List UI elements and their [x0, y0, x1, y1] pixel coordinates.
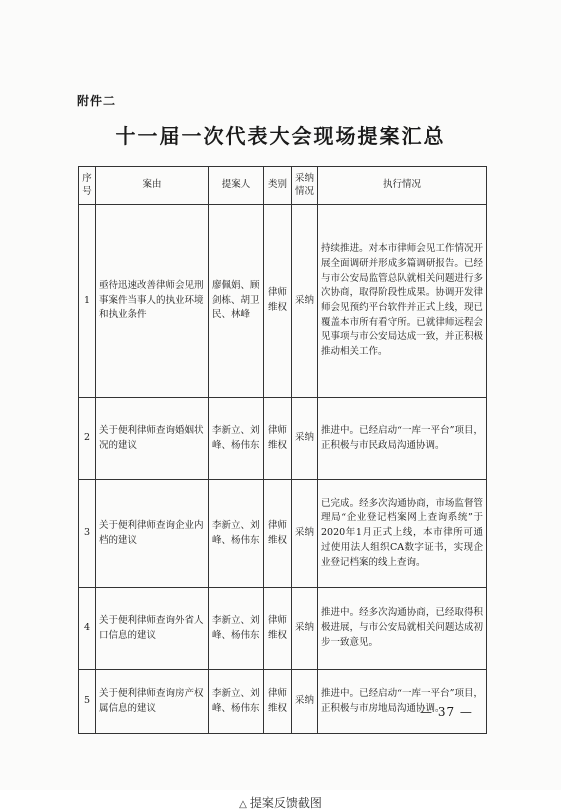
table-row	[79, 588, 487, 670]
row-proposer: 廖佩娟、顾剑栋、胡卫民、林峰	[209, 205, 264, 398]
row-reason: 关于便利律师查询外省人口信息的建议	[96, 588, 209, 670]
row-adopt: 采纳	[292, 398, 318, 480]
row-category: 律师维权	[264, 480, 292, 588]
row-adopt: 采纳	[292, 205, 318, 398]
table-row	[79, 398, 487, 480]
row-category: 律师维权	[264, 398, 292, 480]
row-adopt: 采纳	[292, 480, 318, 588]
row-reason: 亟待迅速改善律师会见刑事案件当事人的执业环境和执业条件	[96, 205, 209, 398]
row-exec: 已完成。经多次沟通协商，市场监督管理局“企业登记档案网上查询系统”于2020年1月正式上线，本市律所可通过使用法人组织CA数字证书，实现企业登记档案的线上查询。	[318, 480, 487, 588]
row-no: 4	[79, 588, 96, 670]
row-proposer: 李新立、刘峰、杨伟东	[209, 588, 264, 670]
warning-icon: △	[239, 799, 247, 810]
row-reason: 关于便利律师查询企业内档的建议	[96, 480, 209, 588]
row-adopt: 采纳	[292, 670, 318, 734]
row-proposer: 李新立、刘峰、杨伟东	[209, 670, 264, 734]
row-category: 律师维权	[264, 588, 292, 670]
page-number: — 37 —	[420, 705, 473, 719]
row-proposer: 李新立、刘峰、杨伟东	[209, 398, 264, 480]
document-title: 十一届一次代表大会现场提案汇总	[115, 124, 446, 148]
header-exec: 执行情况	[318, 167, 487, 205]
table-row	[79, 205, 487, 398]
row-proposer: 李新立、刘峰、杨伟东	[209, 480, 264, 588]
caption	[0, 794, 561, 811]
header-proposer: 提案人	[209, 167, 264, 205]
row-reason: 关于便利律师查询婚姻状况的建议	[96, 398, 209, 480]
row-no: 2	[79, 398, 96, 480]
table-header-row	[79, 167, 487, 205]
header-adopt: 采纳情况	[292, 167, 318, 205]
row-no: 3	[79, 480, 96, 588]
row-exec: 推进中。已经启动“一库一平台”项目，正积极与市房地局沟通协调。	[318, 670, 487, 734]
caption-label: 提案反馈截图	[249, 796, 322, 810]
header-reason: 案由	[96, 167, 209, 205]
proposals-table	[78, 166, 487, 734]
row-category: 律师维权	[264, 205, 292, 398]
row-no: 1	[79, 205, 96, 398]
attachment-label: 附件二	[77, 94, 117, 108]
row-adopt: 采纳	[292, 588, 318, 670]
table-row	[79, 480, 487, 588]
row-exec: 推进中。已经启动“一库一平台”项目，正积极与市民政局沟通协调。	[318, 398, 487, 480]
header-category: 类别	[264, 167, 292, 205]
row-reason: 关于便利律师查询房产权属信息的建议	[96, 670, 209, 734]
row-no: 5	[79, 670, 96, 734]
header-no: 序号	[79, 167, 96, 205]
row-category: 律师维权	[264, 670, 292, 734]
row-exec: 推进中。经多次沟通协商，已经取得积极进展，与市公安局就相关问题达成初步一致意见。	[318, 588, 487, 670]
table-row	[79, 670, 487, 734]
row-exec: 持续推进。对本市律师会见工作情况开展全面调研并形成多篇调研报告。已经与市公安局监管总队就相关问题进行多次协商，取得阶段性成果。协调开发律师会见预约平台软件并正式上线，现已覆盖本市所有看守所。已就律师远程会见事项与市公安局达成一致，并正积极推动相关工作。	[318, 205, 487, 398]
